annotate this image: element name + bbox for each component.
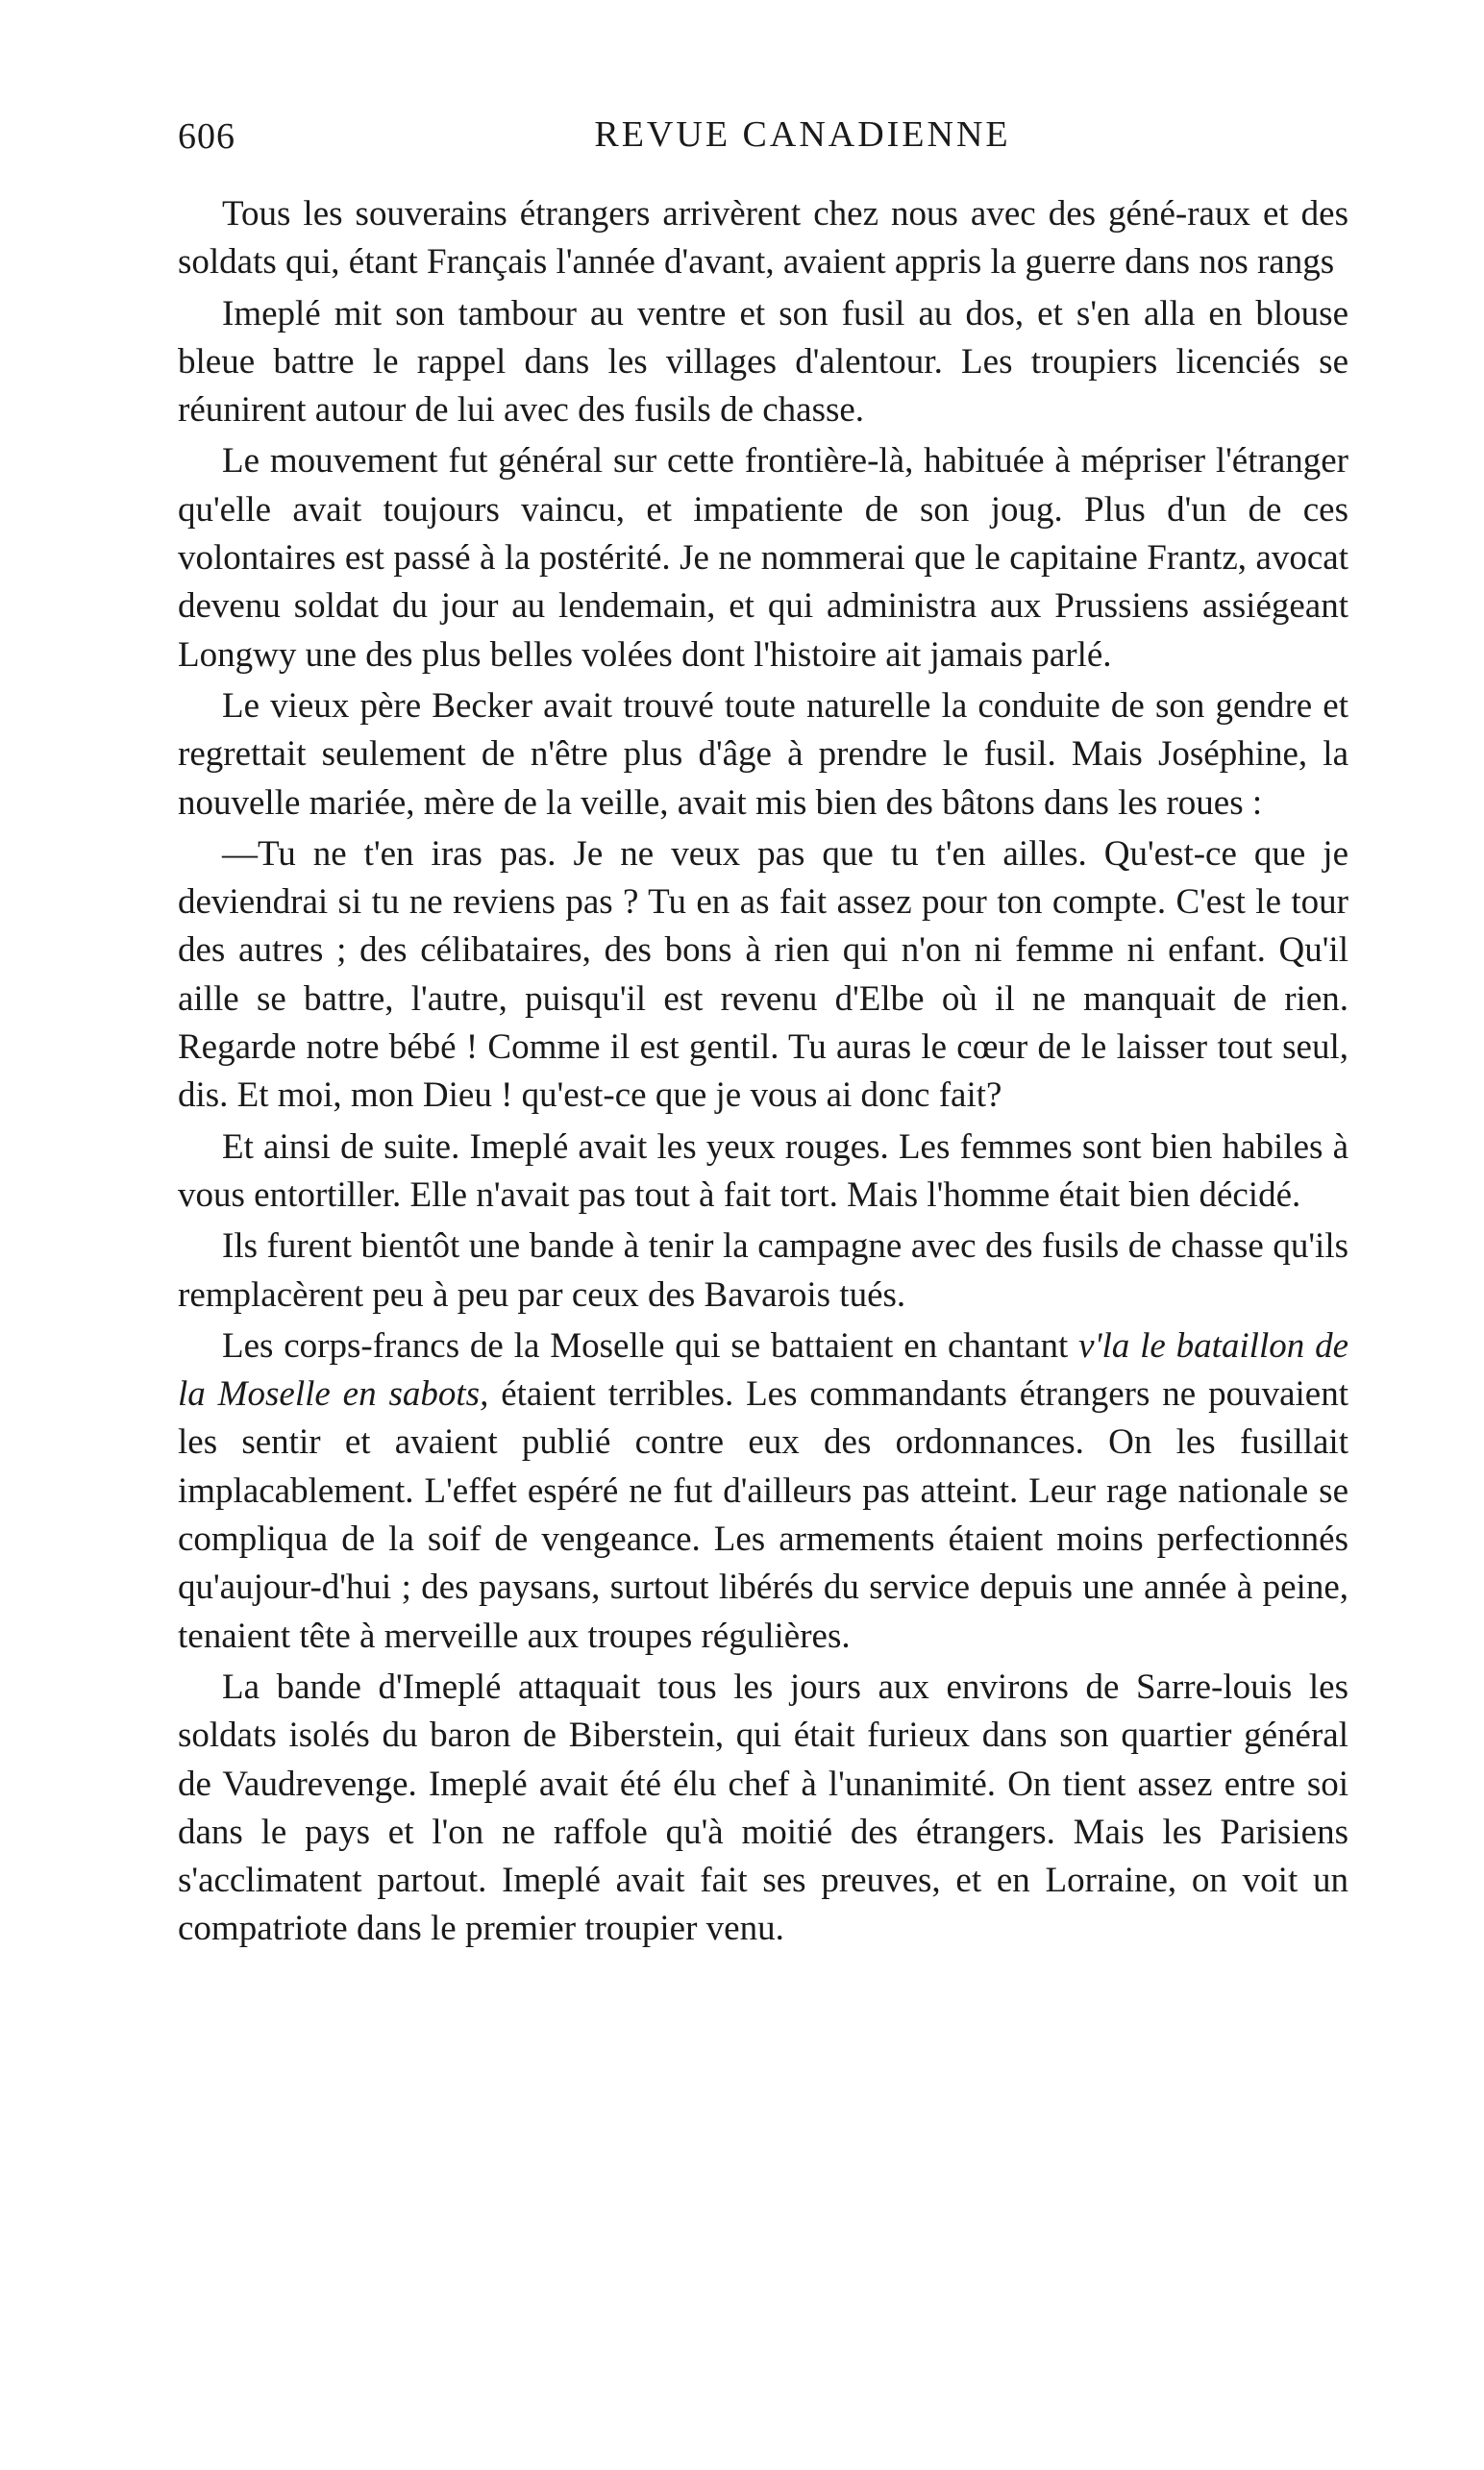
paragraph-8-text-before: Les corps-francs de la Moselle qui se battaient en chantant xyxy=(222,1325,1079,1366)
paragraph-2: Imeplé mit son tambour au ventre et son fusil au dos, et s'en alla en blouse bleue battre le rappel dans les villages d'alentour. Les troupiers licenciés se réunirent autour de lui avec des fusils de chasse. xyxy=(178,293,1348,431)
running-title: REVUE CANADIENNE xyxy=(594,114,1011,155)
page-header xyxy=(178,108,1370,165)
paragraph-8 xyxy=(178,1322,1348,1661)
song-title-italic: v'la le bataillon de la Moselle en sabots, xyxy=(178,1325,1348,1415)
body-text xyxy=(178,190,1348,1954)
paragraph-1: Tous les souverains étrangers arrivèrent chez nous avec des géné-raux et des soldats qui, étant Français l'année d'avant, avaient appris la guerre dans nos rangs xyxy=(178,194,1348,283)
paragraph-6: Et ainsi de suite. Imeplé avait les yeux rouges. Les femmes sont bien habiles à vous entortiller. Elle n'avait pas tout à fait tort. Mais l'homme était bien décidé. xyxy=(178,1126,1348,1215)
paragraph-3: Le mouvement fut général sur cette frontière-là, habituée à mépriser l'étranger qu'elle avait toujours vaincu, et impatiente de son joug. Plus d'un de ces volontaires est passé à la postérité. Je ne nommerai que le capitaine Frantz, avocat devenu soldat du jour au lendemain, et qui administra aux Prussiens assiégeant Longwy une des plus belles volées dont l'histoire ait jamais parlé. xyxy=(178,441,1348,675)
page-number: 606 xyxy=(178,116,235,157)
paragraph-4: Le vieux père Becker avait trouvé toute naturelle la conduite de son gendre et regrettait seulement de n'être plus d'âge à prendre le fusil. Mais Joséphine, la nouvelle mariée, mère de la veille, avait mis bien des bâtons dans les roues : xyxy=(178,685,1348,823)
paragraph-8-text-after: étaient terribles. Les commandants étrangers ne pouvaient les sentir et avaient publié contre eux des ordonnances. On les fusillait implacablement. L'effet espéré ne fut d'ailleurs pas atteint. Leur rage nationale se compliqua de la soif de vengeance. Les armements étaient moins perfectionnés qu'aujour-d'hui ; des paysans, surtout libérés du service depuis une année à peine, tenaient tête à merveille aux troupes régulières. xyxy=(178,1374,1348,1656)
paragraph-5-dialogue: —Tu ne t'en iras pas. Je ne veux pas que tu t'en ailles. Qu'est-ce que je deviendrai si tu ne reviens pas ? Tu en as fait assez pour ton compte. C'est le tour des autres ; des célibataires, des bons à rien qui n'on ni femme ni enfant. Qu'il aille se battre, l'autre, puisqu'il est revenu d'Elbe où il ne manquait de rien. Regarde notre bébé ! Comme il est gentil. Tu auras le cœur de le laisser tout seul, dis. Et moi, mon Dieu ! qu'est-ce que je vous ai donc fait? xyxy=(178,833,1348,1116)
paragraph-9: La bande d'Imeplé attaquait tous les jours aux environs de Sarre-louis les soldats isolés du baron de Biberstein, qui était furieux dans son quartier général de Vaudrevenge. Imeplé avait été élu chef à l'unanimité. On tient assez entre soi dans le pays et l'on ne raffole qu'à moitié des étrangers. Mais les Parisiens s'acclimatent partout. Imeplé avait fait ses preuves, et en Lorraine, on voit un compatriote dans le premier troupier venu. xyxy=(178,1667,1348,1949)
paragraph-7: Ils furent bientôt une bande à tenir la campagne avec des fusils de chasse qu'ils remplacèrent peu à peu par ceux des Bavarois tués. xyxy=(178,1226,1348,1315)
